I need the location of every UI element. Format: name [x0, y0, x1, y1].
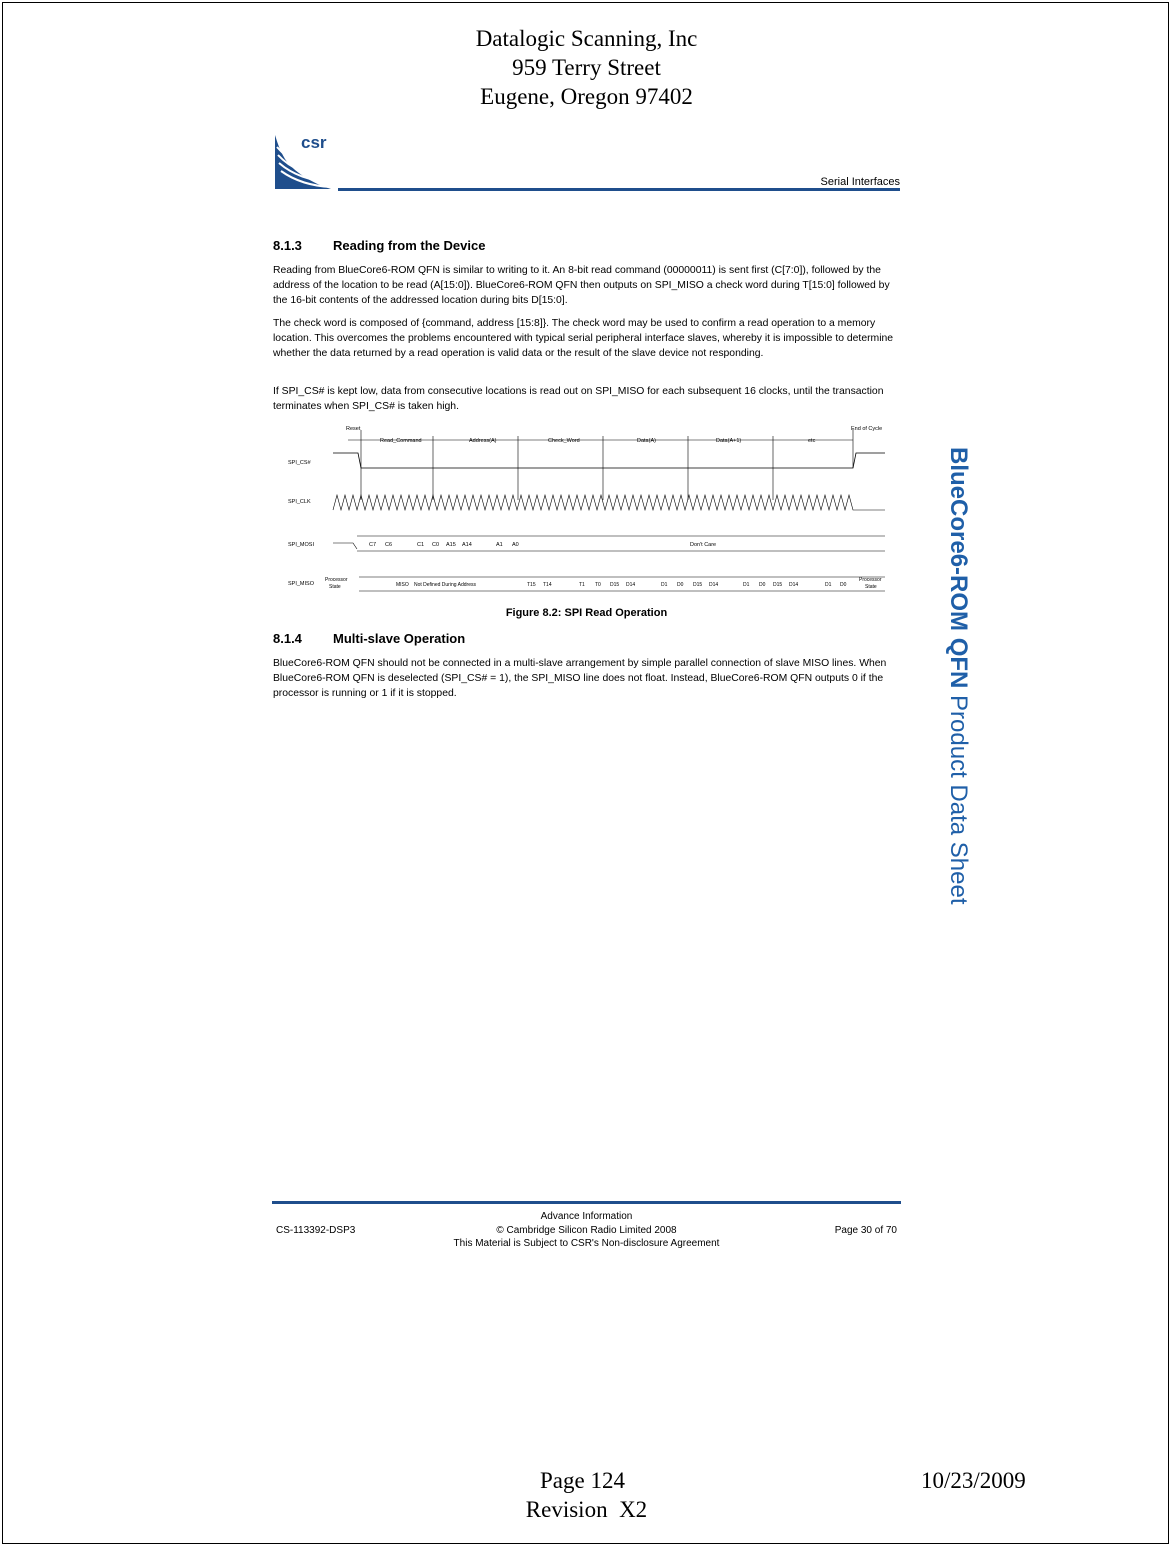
side-title: [944, 447, 972, 905]
phase-label: Read_Command: [380, 438, 422, 444]
side-title-bold: BlueCore6-ROM QFN: [945, 447, 972, 689]
mosi-bit: C0: [432, 542, 440, 548]
miso-label: MISO: [396, 582, 409, 588]
paragraph: BlueCore6-ROM QFN should not be connected in a multi-slave arrangement by simple parallel connection of slave MISO lines. When BlueCore6-ROM QFN is deselected (SPI_CS# = 1), the SPI_MISO line does not float. Instead, BlueCore6-ROM QFN outputs 0 if the processor is running or 1 if it is stopped.: [273, 658, 887, 699]
miso-label: State: [865, 584, 877, 590]
signal-label: SPI_MOSI: [288, 542, 314, 548]
mosi-bit: C7: [369, 542, 377, 548]
miso-bit: D14: [626, 582, 636, 588]
miso-bit: D0: [759, 582, 766, 588]
miso-label: State: [329, 584, 341, 590]
phase-label: End of Cycle: [851, 426, 883, 432]
miso-bit: T1: [579, 582, 585, 588]
phase-label: Reset: [346, 426, 361, 432]
company-name: Datalogic Scanning, Inc: [475, 26, 698, 51]
phase-label: Data(A): [637, 438, 656, 444]
miso-bit: D1: [661, 582, 668, 588]
miso-bit: D0: [840, 582, 847, 588]
mosi-bit: A1: [496, 542, 503, 548]
mosi-bit: C1: [417, 542, 425, 548]
spi-read-timing-diagram: [273, 420, 903, 600]
signal-label: SPI_CLK: [288, 499, 311, 505]
miso-bit: D1: [743, 582, 750, 588]
section-title: Multi-slave Operation: [333, 631, 466, 646]
page-number: Page 124: [540, 1468, 625, 1493]
copyright: © Cambridge Silicon Radio Limited 2008: [496, 1225, 677, 1236]
revision: Revision X2: [525, 1497, 648, 1522]
nda-notice: This Material is Subject to CSR's Non-disclosure Agreement: [453, 1238, 720, 1249]
section-number: 8.1.4: [273, 631, 302, 646]
phase-label: etc: [808, 438, 816, 444]
signal-label: SPI_MISO: [288, 581, 314, 587]
miso-label: Not Defined During Address: [414, 582, 476, 588]
pdf-page-number: Page 30 of 70: [834, 1225, 897, 1236]
miso-bit: D1: [825, 582, 832, 588]
miso-label: Processor: [859, 577, 882, 583]
paragraph: If SPI_CS# is kept low, data from consecutive locations is read out on SPI_MISO for each subsequent 16 clocks, until the transaction terminates when SPI_CS# is taken high.: [273, 386, 884, 412]
miso-bit: T14: [543, 582, 552, 588]
phase-label: Address(A): [469, 438, 497, 444]
mosi-dont-care: Don't Care: [690, 542, 717, 548]
company-city: Eugene, Oregon 97402: [480, 84, 693, 109]
miso-bit: D15: [610, 582, 620, 588]
miso-label: Processor: [325, 577, 348, 583]
miso-bit: D15: [693, 582, 703, 588]
miso-bit: D14: [709, 582, 719, 588]
section-title: Reading from the Device: [333, 238, 486, 253]
section-number: 8.1.3: [273, 238, 302, 253]
signal-label: SPI_CS#: [288, 460, 311, 466]
mosi-bit: C6: [385, 542, 393, 548]
mosi-bit: A15: [446, 542, 456, 548]
mosi-bit: A0: [512, 542, 519, 548]
paragraph: The check word is composed of {command, address [15:8]}. The check word may be used to confirm a read operation to a memory location. This overcomes the problems encountered with typical serial peripheral interface slaves, whereby it is impossible to determine whether the data returned by a read operation is valid data or the result of the slave device not responding.: [273, 318, 894, 359]
phase-label: Check_Word: [548, 438, 580, 444]
advance-information: Advance Information: [540, 1211, 633, 1222]
doc-id: CS-113392-DSP3: [276, 1225, 356, 1236]
section-heading-multislave: [273, 631, 465, 646]
company-street: 959 Terry Street: [512, 55, 661, 80]
miso-bit: D15: [773, 582, 783, 588]
csr-logo: [271, 131, 335, 193]
phase-label: Data(A+1): [716, 438, 742, 444]
footer-rule: [272, 1201, 901, 1204]
paragraph: Reading from BlueCore6-ROM QFN is similar to writing to it. An 8-bit read command (00000011) is sent first (C[7:0]), followed by the address of the location to be read (A[15:0]). BlueCore6-ROM QFN then outputs on SPI_MISO a check word during T[15:0] followed by the 16-bit contents of the addressed location during bits D[15:0].: [273, 265, 890, 306]
miso-bit: T15: [527, 582, 536, 588]
side-title-normal: Product Data Sheet: [945, 695, 972, 905]
page-border: [2, 2, 1169, 1544]
date: 10/23/2009: [921, 1468, 1026, 1493]
miso-bit: D0: [677, 582, 684, 588]
figure-caption: Figure 8.2: SPI Read Operation: [505, 607, 668, 619]
header-rule: [338, 188, 900, 191]
mosi-bit: A14: [462, 542, 472, 548]
logo-text: csr: [301, 133, 327, 152]
section-heading-reading: [273, 238, 485, 253]
miso-bit: T0: [595, 582, 601, 588]
section-label: Serial Interfaces: [820, 176, 900, 188]
miso-bit: D14: [789, 582, 799, 588]
